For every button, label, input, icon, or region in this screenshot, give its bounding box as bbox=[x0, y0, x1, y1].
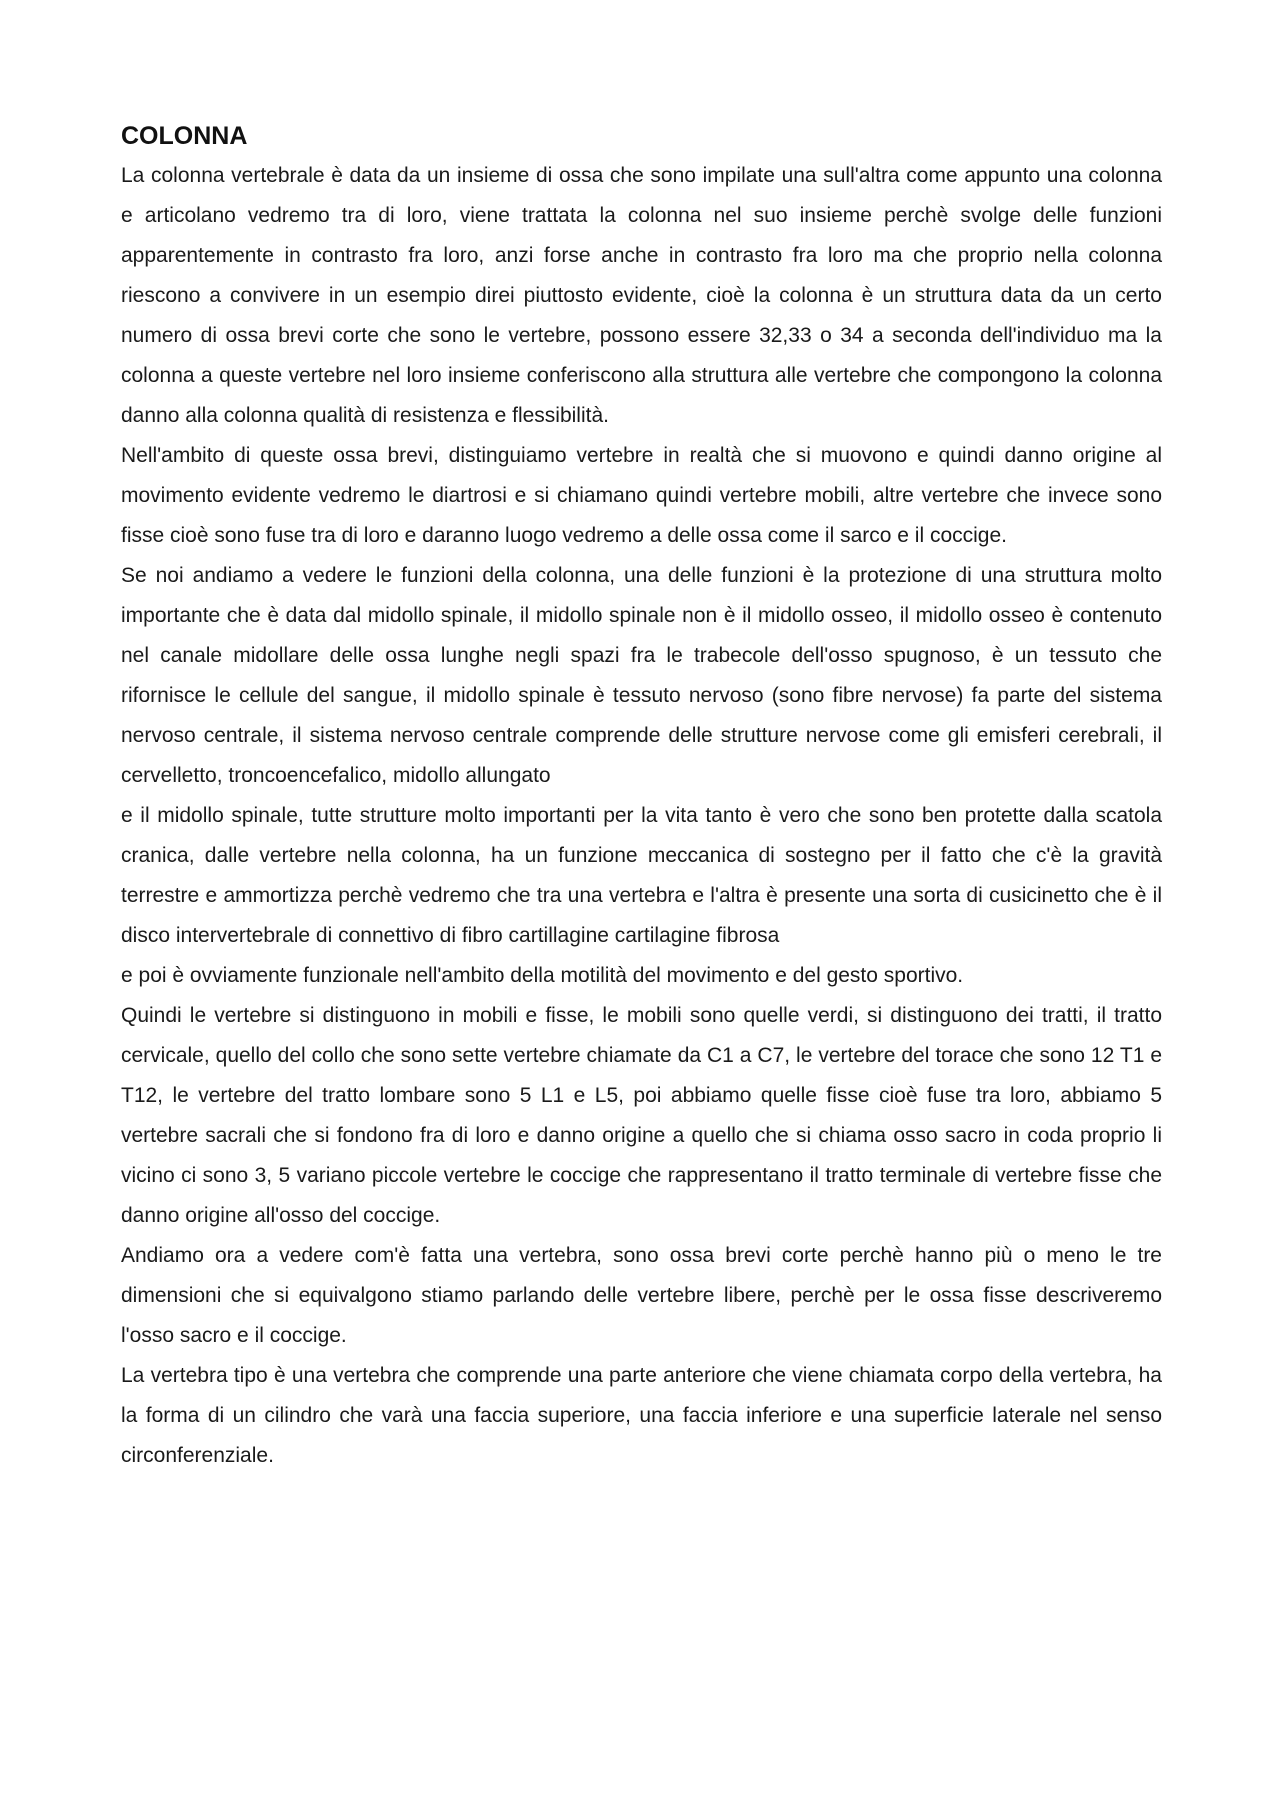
paragraph-motility: e poi è ovviamente funzionale nell'ambito della motilità del movimento e del gesto sportivo. bbox=[121, 964, 964, 987]
paragraph-spinal-cord-protection: e il midollo spinale, tutte strutture molto importanti per la vita tanto è vero che sono ben protette dalla scatola cranica, dalle vertebre nella colonna, ha un funzione meccanica di sostegno per il fatto che c'è la gravità terrestre e ammortizza perchè vedremo che tra una vertebra e l'altra è presente una sorta di cusicinetto che è il disco intervertebrale di connettivo di fibro cartillagine cartilagine fibrosa bbox=[121, 804, 1162, 947]
document-body bbox=[121, 118, 1162, 1476]
paragraph-vertebra-structure: Andiamo ora a vedere com'è fatta una vertebra, sono ossa brevi corte perchè hanno più o meno le tre dimensioni che si equivalgono stiamo parlando delle vertebre libere, perchè per le ossa fisse descriveremo l'osso sacro e il coccige. bbox=[121, 1244, 1162, 1347]
document-title: COLONNA bbox=[121, 122, 248, 150]
paragraph-intro: La colonna vertebrale è data da un insieme di ossa che sono impilate una sull'altra come appunto una colonna e articolano vedremo tra di loro, viene trattata la colonna nel suo insieme perchè svolge delle funzioni apparentemente in contrasto fra loro, anzi forse anche in contrasto fra loro ma che proprio nella colonna riescono a convivere in un esempio direi piuttosto evidente, cioè la colonna è un struttura data da un certo numero di ossa brevi corte che sono le vertebre, possono essere 32,33 o 34 a seconda dell'individuo ma la colonna a queste vertebre nel loro insieme conferiscono alla struttura alle vertebre che compongono la colonna danno alla colonna qualità di resistenza e flessibilità. bbox=[121, 164, 1162, 427]
paragraph-vertebral-tracts: Quindi le vertebre si distinguono in mobili e fisse, le mobili sono quelle verdi, si distinguono dei tratti, il tratto cervicale, quello del collo che sono sette vertebre chiamate da C1 a C7, le vertebre del torace che sono 12 T1 e T12, le vertebre del tratto lombare sono 5 L1 e L5, poi abbiamo quelle fisse cioè fuse tra loro, abbiamo 5 vertebre sacrali che si fondono fra di loro e danno origine a quello che si chiama osso sacro in coda proprio li vicino ci sono 3, 5 variano piccole vertebre le coccige che rappresentano il tratto terminale di vertebre fisse che danno origine all'osso del coccige. bbox=[121, 1004, 1162, 1227]
paragraph-typical-vertebra: La vertebra tipo è una vertebra che comprende una parte anteriore che viene chiamata corpo della vertebra, ha la forma di un cilindro che varà una faccia superiore, una faccia inferiore e una superficie laterale nel senso circonferenziale. bbox=[121, 1364, 1162, 1467]
paragraph-column-functions: Se noi andiamo a vedere le funzioni della colonna, una delle funzioni è la protezione di una struttura molto importante che è data dal midollo spinale, il midollo spinale non è il midollo osseo, il midollo osseo è contenuto nel canale midollare delle ossa lunghe negli spazi fra le trabecole dell'osso spugnoso, è un tessuto che rifornisce le cellule del sangue, il midollo spinale è tessuto nervoso (sono fibre nervose) fa parte del sistema nervoso centrale, il sistema nervoso centrale comprende delle strutture nervose come gli emisferi cerebrali, il cervelletto, troncoencefalico, midollo allungato bbox=[121, 564, 1162, 787]
paragraph-mobile-fixed-vertebrae: Nell'ambito di queste ossa brevi, distinguiamo vertebre in realtà che si muovono e quindi danno origine al movimento evidente vedremo le diartrosi e si chiamano quindi vertebre mobili, altre vertebre che invece sono fisse cioè sono fuse tra di loro e daranno luogo vedremo a delle ossa come il sarco e il coccige. bbox=[121, 444, 1162, 547]
